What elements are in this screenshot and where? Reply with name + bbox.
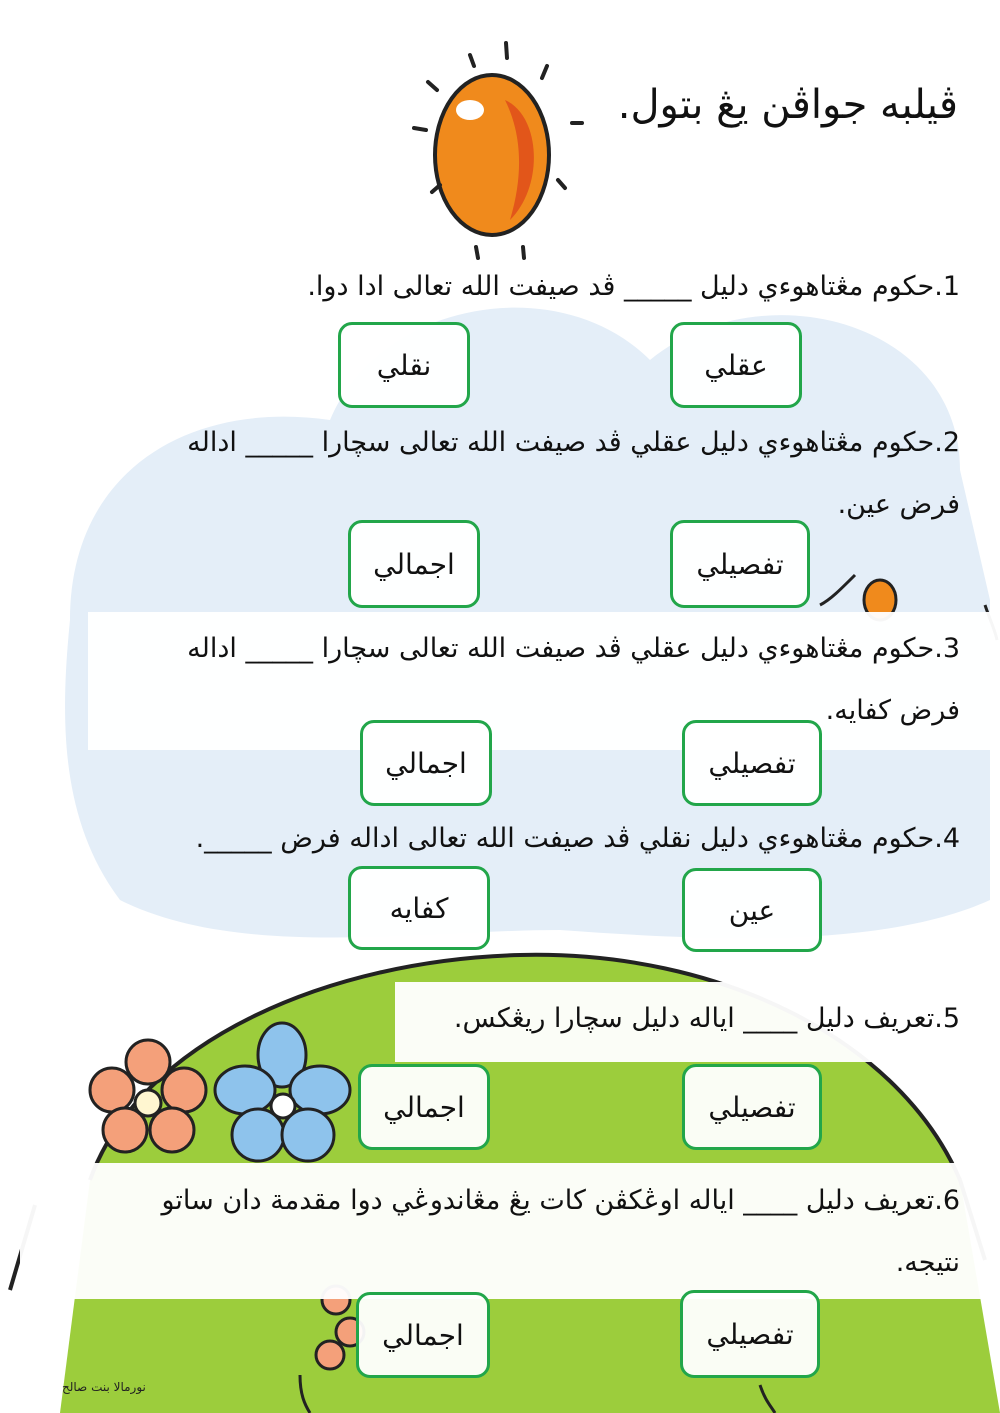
question-5-line1: تعريف دليل ____ اياله دليل سچارا ريڠكس. — [453, 1003, 935, 1034]
question-1-line1: حكوم مڠتاهوءي دليل _____ ڤد صيفت الله تعالى ادا دوا. — [307, 271, 935, 302]
question-5 — [454, 988, 960, 1050]
question-2-line2: فرض عين. — [837, 489, 960, 520]
question-4-number: 4. — [934, 823, 960, 854]
q3-option-b[interactable]: اجمالي — [360, 720, 492, 806]
question-5-number: 5. — [934, 1003, 960, 1034]
question-6-number: 6. — [934, 1185, 960, 1216]
q5-option-b[interactable]: اجمالي — [358, 1064, 490, 1150]
q6-option-b[interactable]: اجمالي — [356, 1292, 490, 1378]
question-3-text — [187, 618, 960, 680]
question-3-line2: فرض كفايه. — [825, 695, 960, 726]
question-6-text — [161, 1170, 960, 1232]
question-5-text — [454, 988, 960, 1050]
author-credit: نورمالا بنت صالح — [62, 1380, 146, 1394]
question-1 — [307, 256, 960, 318]
q1-option-b[interactable]: نقلي — [338, 322, 470, 408]
q2-option-a[interactable]: تفصيلي — [670, 520, 810, 608]
question-2-number: 2. — [934, 427, 960, 458]
question-2-line1: حكوم مڠتاهوءي دليل عقلي ڤد صيفت الله تعالى سچارا _____ اداله — [187, 427, 935, 458]
q6-option-a[interactable]: تفصيلي — [680, 1290, 820, 1378]
question-1-text — [307, 256, 960, 318]
question-6-line1: تعريف دليل ____ اياله اوڠكڤن كات يڠ مڠاندوڠي دوا مقدمة دان ساتو — [161, 1185, 935, 1216]
question-6-line2: نتيجه. — [895, 1247, 960, 1278]
q5-option-a[interactable]: تفصيلي — [682, 1064, 822, 1150]
q3-option-a[interactable]: تفصيلي — [682, 720, 822, 806]
question-3-line1: حكوم مڠتاهوءي دليل عقلي ڤد صيفت الله تعالى سچارا _____ اداله — [187, 633, 935, 664]
question-1-number: 1. — [934, 271, 960, 302]
question-2 — [187, 412, 960, 536]
question-2-text — [187, 412, 960, 474]
question-4-text — [196, 808, 960, 870]
question-3-number: 3. — [934, 633, 960, 664]
question-6 — [161, 1170, 960, 1294]
q4-option-b[interactable]: كفايه — [348, 866, 490, 950]
q2-option-b[interactable]: اجمالي — [348, 520, 480, 608]
question-4-line1: حكوم مڠتاهوءي دليل نقلي ڤد صيفت الله تعالى اداله فرض _____. — [195, 823, 935, 854]
q4-option-a[interactable]: عين — [682, 868, 822, 952]
question-4 — [196, 808, 960, 870]
question-3 — [187, 618, 960, 742]
worksheet-title: ڤيلبه جواڤن يڠ بتول. — [617, 82, 958, 128]
q1-option-a[interactable]: عقلي — [670, 322, 802, 408]
